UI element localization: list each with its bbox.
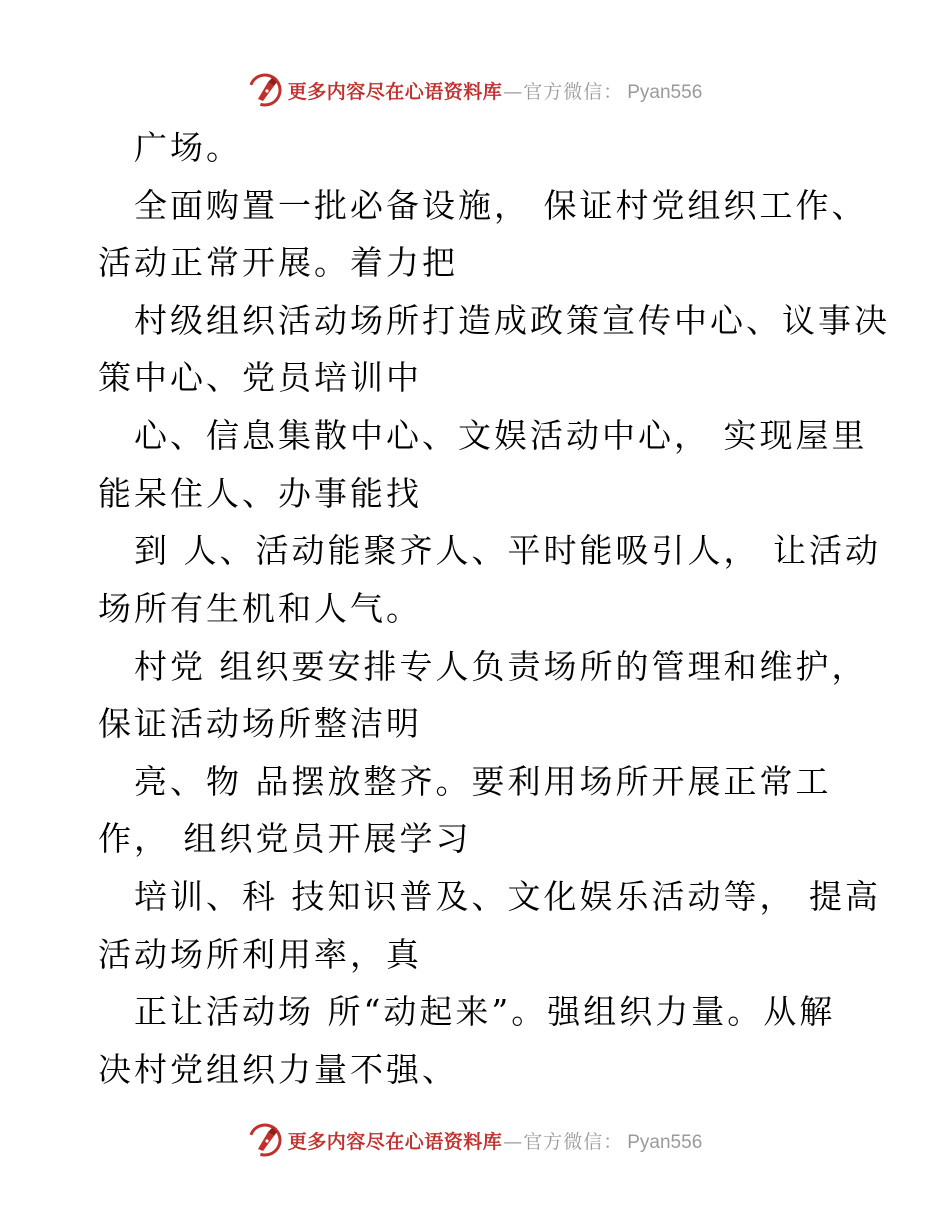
- footer-brand: 更多内容尽在心语资料库: [287, 1130, 503, 1153]
- text-line-11: 保证活动场所整洁明: [98, 704, 422, 743]
- header-banner: [0, 68, 950, 112]
- text-line-12: 亮、物 品摆放整齐。要利用场所开展正常工: [134, 762, 832, 801]
- header-dash: —: [503, 80, 523, 103]
- header-banner-inner: [248, 73, 703, 107]
- header-account: Pyan556: [627, 81, 703, 103]
- footer-account: Pyan556: [627, 1131, 703, 1153]
- footer-dash: —: [503, 1130, 523, 1153]
- header-brand: 更多内容尽在心语资料库: [287, 80, 503, 103]
- footer-banner-text: [288, 1127, 703, 1154]
- footer-banner: [0, 1118, 950, 1162]
- text-line-7: 能呆住人、办事能找: [98, 474, 422, 513]
- pen-nib-logo-icon: [248, 1123, 282, 1157]
- text-line-17: 决村党组织力量不强、: [98, 1050, 458, 1089]
- footer-wechat-label: 官方微信：: [523, 1130, 624, 1153]
- text-line-9: 场所有生机和人气。: [98, 589, 422, 628]
- text-line-13: 作， 组织党员开展学习: [98, 819, 472, 858]
- text-line-6: 心、信息集散中心、文娱活动中心， 实现屋里: [134, 416, 868, 455]
- text-line-5: 策中心、党员培训中: [98, 358, 422, 397]
- text-line-16: 正让活动场 所“动起来”。强组织力量。从解: [134, 992, 836, 1031]
- text-line-1: 广场。: [134, 128, 242, 167]
- text-line-14: 培训、科 技知识普及、文化娱乐活动等， 提高: [134, 877, 881, 916]
- text-line-15: 活动场所利用率，真: [98, 935, 422, 974]
- header-banner-text: [288, 77, 703, 104]
- text-line-3: 活动正常开展。着力把: [98, 243, 458, 282]
- text-line-4: 村级组织活动场所打造成政策宣传中心、议事决: [134, 301, 890, 340]
- pen-nib-logo-icon: [248, 73, 282, 107]
- header-wechat-label: 官方微信：: [523, 80, 624, 103]
- text-line-2: 全面购置一批必备设施， 保证村党组织工作、: [134, 186, 868, 225]
- text-line-10: 村党 组织要安排专人负责场所的管理和维护，: [134, 647, 868, 686]
- footer-banner-inner: [248, 1123, 703, 1157]
- text-line-8: 到 人、活动能聚齐人、平时能吸引人， 让活动: [134, 531, 881, 570]
